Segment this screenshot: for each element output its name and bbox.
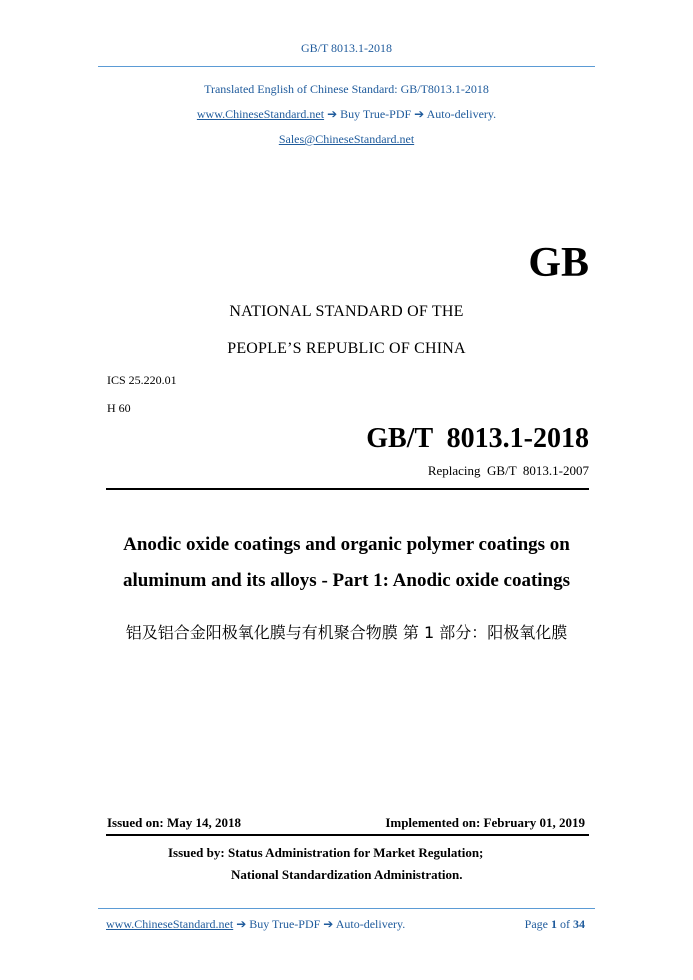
site-link[interactable]: www.ChineseStandard.net (196, 107, 325, 121)
issued-on: Issued on: May 14, 2018 (107, 815, 241, 830)
sales-email-link[interactable]: Sales@ChineseStandard.net (278, 132, 415, 146)
issued-by-line2: National Standardization Administration. (231, 867, 463, 882)
header-rule (98, 66, 595, 67)
title-en-line1: Anodic oxide coatings and organic polymer coatings on (123, 534, 570, 555)
header-promo-line (0, 107, 693, 122)
buy-true-pdf: Buy True-PDF (340, 107, 412, 121)
standard-number: GB/T 8013.1-2018 (366, 423, 589, 454)
of-word: of (560, 917, 570, 931)
translated-line: Translated English of Chinese Standard: GB/T8013.1-2018 (204, 82, 489, 96)
gb-mark: GB (528, 240, 589, 286)
national-standard-line1: NATIONAL STANDARD OF THE (229, 303, 464, 320)
running-title: GB/T 8013.1-2018 (300, 41, 393, 55)
arrow-icon: ➔ (323, 917, 334, 931)
sales-email-row (0, 132, 693, 147)
ics-code: ICS 25.220.01 (107, 373, 177, 387)
page-indicator (525, 917, 585, 932)
page-total: 34 (573, 917, 585, 931)
national-standard-line2: PEOPLE’S REPUBLIC OF CHINA (227, 340, 466, 357)
arrow-icon: ➔ (327, 107, 338, 121)
auto-delivery: Auto-delivery. (426, 107, 497, 121)
footer-promo-line (106, 917, 405, 932)
ccs-code: H 60 (107, 401, 131, 415)
footer-rule (98, 908, 595, 909)
title-cn: 铝及铝合金阳极氧化膜与有机聚合物膜 第 1 部分：阳极氧化膜 (125, 623, 568, 642)
page-current: 1 (551, 917, 557, 931)
arrow-icon: ➔ (236, 917, 247, 931)
footer-buy-true-pdf: Buy True-PDF (249, 917, 321, 931)
title-rule (106, 488, 589, 490)
page-word: Page (524, 917, 548, 931)
title-en-line2: aluminum and its alloys - Part 1: Anodic oxide coatings (122, 570, 571, 591)
issued-by-line1: Issued by: Status Administration for Market Regulation; (168, 845, 484, 860)
footer-auto-delivery: Auto-delivery. (335, 917, 406, 931)
replacing-note: Replacing GB/T 8013.1-2007 (427, 463, 589, 478)
implemented-on: Implemented on: February 01, 2019 (385, 815, 585, 830)
footer-site-link[interactable]: www.ChineseStandard.net (106, 917, 234, 931)
dates-rule (106, 834, 589, 836)
arrow-icon: ➔ (414, 107, 425, 121)
